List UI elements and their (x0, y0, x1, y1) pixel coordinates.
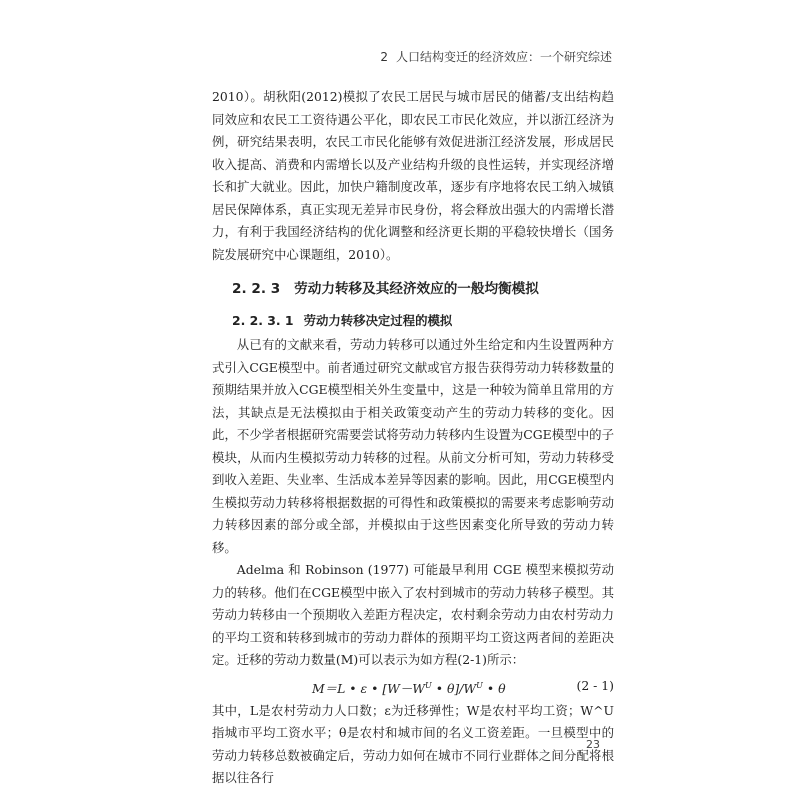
equation-2-1 (212, 672, 614, 700)
section-heading (232, 278, 614, 300)
subsection-title: 劳动力转移决定过程的模拟 (303, 313, 453, 328)
section-number: 2. 2. 3 (232, 281, 281, 297)
equation-formula: M＝L • ε • [$W-W^U$ • $\theta]/W^U$ • θ (312, 680, 506, 696)
paragraph-intro: 2010）。胡秋阳(2012)模拟了农民工居民与城市居民的储蓄/支出结构趋同效应和农民工工资待遇公平化，即农民工市民化效应，并以浙江经济为例，研究结果表明，农民工市民化能够有效促进浙江经济发展，形成居民收入提高、消费和内需增长以及产业结构升级的良性运转，并实现经济增长和扩大就业。因此，加快户籍制度改革，逐步有序地将农民工纳入城镇居民保障体系，真正实现无差异市民身份，将会释放出强大的内需增长潜力，有利于我国经济结构的优化调整和经济更长期的平稳较快增长（国务院发展研究中心课题组，2010）。 (212, 89, 614, 262)
equation-number: (2 - 1) (576, 677, 614, 693)
subsection-heading (232, 310, 614, 332)
subsection-number: 2. 2. 3. 1 (232, 313, 294, 328)
paragraph-3: 其中，L是农村劳动力人口数；ε为迁移弹性；W是农村平均工资；W^U指城市平均工资水平；θ是农村和城市间的名义工资差距。一旦模型中的劳动力转移总数被确定后，劳动力如何在城市不同行业群体之间分配将根据以往各行 (212, 702, 614, 785)
section-title: 劳动力转移及其经济效应的一般均衡模拟 (294, 281, 539, 297)
chapter-number: 2 (380, 50, 388, 64)
paragraph-1: 从已有的文献来看，劳动力转移可以通过外生给定和内生设置两种方式引入CGE模型中。前者通过研究文献或官方报告获得劳动力转移数量的预期结果并放入CGE模型相关外生变量中，这是一种较为简单且常用的方法，其缺点是无法模拟由于相关政策变动产生的劳动力转移的变化。因此，不少学者根据研究需要尝试将劳动力转移内生设置为CGE模型中的子模块，从而内生模拟劳动力转移的过程。从前文分析可知，劳动力转移受到收入差距、失业率、生活成本差异等因素的影响。因此，用CGE模型内生模拟劳动力转移将根据数据的可得性和政策模拟的需要来考虑影响劳动力转移因素的部分或全部，并模拟由于这些因素变化所导致的劳动力转移。 (212, 337, 614, 555)
paragraph-2: Adelma 和 Robinson (1977) 可能最早利用 CGE 模型来模拟劳动力的转移。他们在CGE模型中嵌入了农村到城市的劳动力转移子模型。其劳动力转移由一个预期收入差距方程决定，农村剩余劳动力由农村劳动力的平均工资和转移到城市的劳动力群体的预期平均工资这两者间的差距决定。迁移的劳动力数量(M)可以表示为如方程(2-1)所示： (212, 562, 614, 667)
running-header (380, 48, 612, 65)
page-number: 23 (586, 738, 600, 751)
chapter-title: 人口结构变迁的经济效应：一个研究综述 (395, 50, 612, 64)
page-body (212, 86, 614, 790)
